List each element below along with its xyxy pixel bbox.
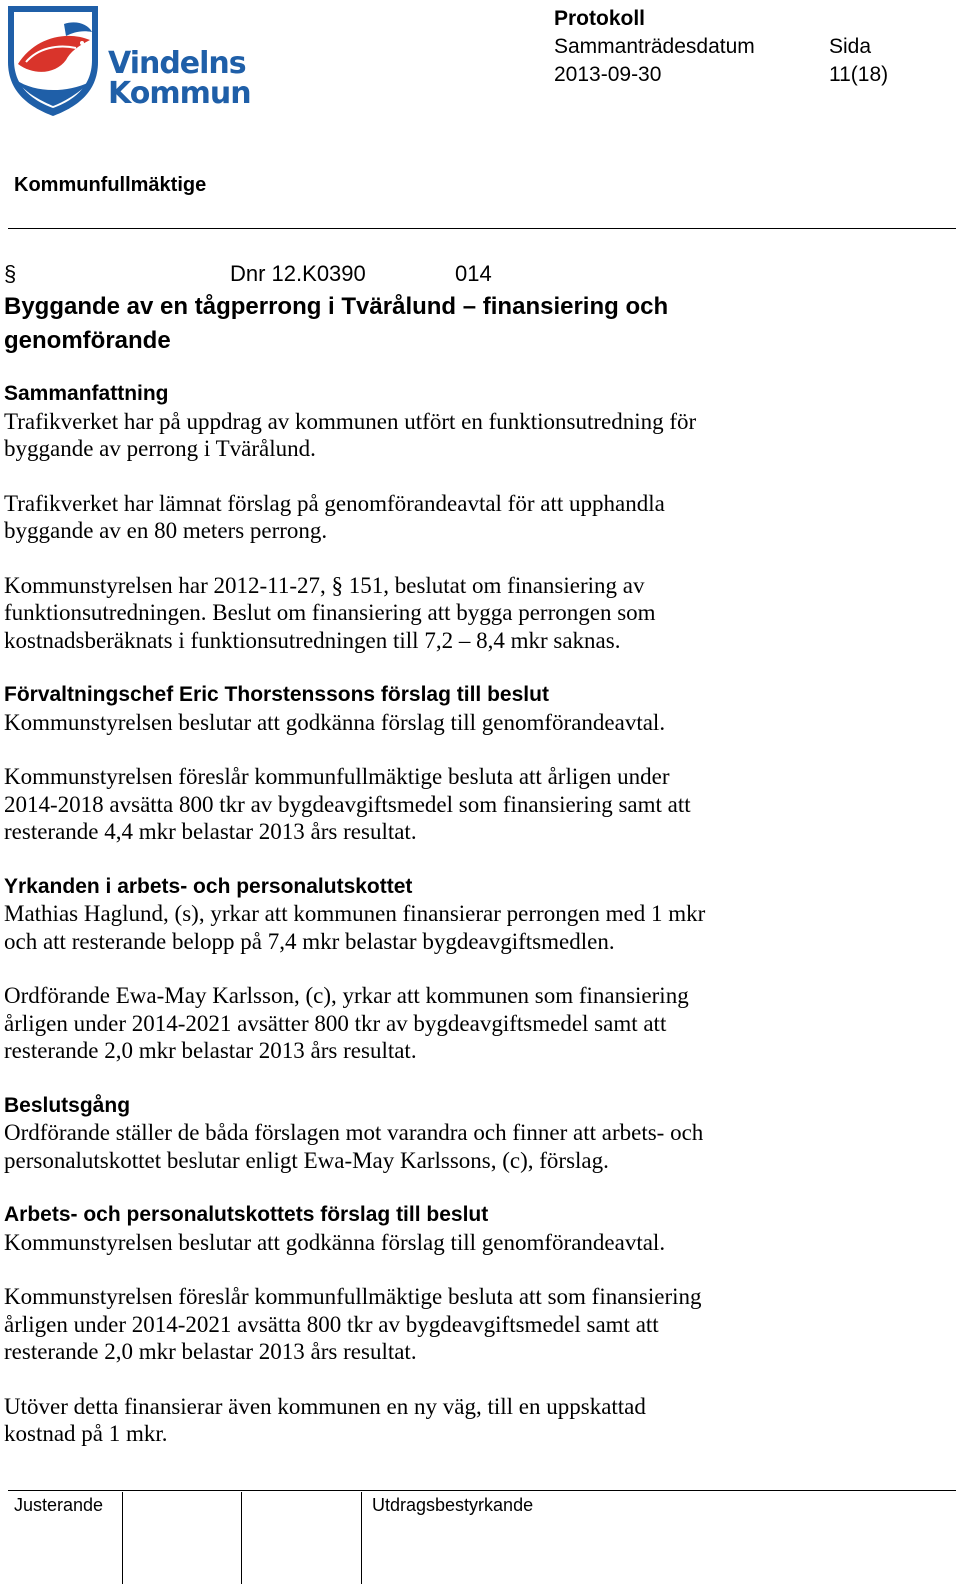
document-type: Protokoll	[554, 7, 646, 30]
signature-box-divider	[241, 1492, 242, 1584]
paragraph-line: Kommunstyrelsen föreslår kommunfullmäktige besluta att som finansiering	[4, 1284, 702, 1309]
meeting-date: 2013-09-30	[554, 63, 662, 86]
signature-footer	[0, 1490, 960, 1584]
paragraph-line: årligen under 2014-2021 avsätta 800 tkr av bygdeavgiftsmedel samt att	[4, 1311, 659, 1337]
heading-sammanfattning: Sammanfattning	[4, 382, 169, 405]
page-number: 11(18)	[829, 63, 889, 86]
section-number: 014	[455, 261, 492, 286]
municipality-logo	[4, 2, 251, 118]
paragraph-line: Kommunstyrelsen har 2012-11-27, § 151, beslutat om finansiering av	[4, 572, 645, 598]
header-divider	[8, 228, 956, 229]
paragraph-line: byggande av en 80 meters perrong.	[4, 518, 328, 543]
paragraph-line: funktionsutredningen. Beslut om finansiering att bygga perrongen som	[4, 600, 656, 625]
paragraph-line: Trafikverket har på uppdrag av kommunen utfört en funktionsutredning för	[4, 408, 697, 434]
paragraph-line: resterande 2,0 mkr belastar 2013 års resultat.	[4, 1339, 417, 1364]
signature-box-divider	[361, 1492, 362, 1584]
paragraph-line: kostnadsberäknats i funktionsutredningen till 7,2 – 8,4 mkr saknas.	[4, 627, 621, 653]
paragraph-line: Kommunstyrelsen beslutar att godkänna förslag till genomförandeavtal.	[4, 709, 666, 735]
section-title-line: genomförande	[4, 327, 171, 354]
paragraph-line: byggande av perrong i Tvärålund.	[4, 436, 316, 461]
paragraph-line: Trafikverket har lämnat förslag på genomförandeavtal för att upphandla	[4, 490, 665, 516]
paragraph-line: Ordförande Ewa-May Karlsson, (c), yrkar att kommunen som finansiering	[4, 983, 689, 1008]
heading-au-forslag: Arbets- och personalutskottets förslag till beslut	[4, 1203, 489, 1226]
footer-divider	[8, 1490, 956, 1491]
paragraph-line: och att resterande belopp på 7,4 mkr belastar bygdeavgiftsmedlen.	[4, 928, 615, 954]
paragraph-line: personalutskottet beslutar enligt Ewa-May Karlssons, (c), förslag.	[4, 1147, 609, 1173]
utdragsbestyrkande-label: Utdragsbestyrkande	[372, 1495, 534, 1515]
section-symbol: §	[4, 261, 17, 286]
minutes-content	[4, 258, 944, 1448]
page-label: Sida	[829, 35, 872, 58]
section-reference	[4, 258, 944, 290]
fish-emblem-icon	[4, 2, 104, 118]
paragraph-line: resterande 2,0 mkr belastar 2013 års resultat.	[4, 1038, 417, 1063]
paragraph-line: Ordförande ställer de båda förslagen mot varandra och finner att arbets- och	[4, 1120, 704, 1145]
logo-text-vindelns: Vindelns	[108, 46, 246, 81]
signature-box-divider	[122, 1492, 123, 1584]
paragraph-line: Utöver detta finansierar även kommunen en ny väg, till en uppskattad	[4, 1393, 646, 1419]
meeting-date-label: Sammanträdesdatum	[554, 35, 755, 58]
heading-beslutsgang: Beslutsgång	[4, 1093, 131, 1117]
heading-forvaltningschef-forslag: Förvaltningschef Eric Thorstenssons förslag till beslut	[4, 683, 549, 706]
section-title-line: Byggande av en tågperrong i Tvärålund – finansiering och	[4, 293, 669, 320]
paragraph-line: Kommunstyrelsen beslutar att godkänna förslag till genomförandeavtal.	[4, 1229, 666, 1255]
diary-number: Dnr 12.K0390	[230, 261, 366, 286]
committee-name: Kommunfullmäktige	[14, 174, 207, 196]
heading-yrkanden: Yrkanden i arbets- och personalutskottet	[4, 874, 413, 898]
paragraph-line: 2014-2018 avsätta 800 tkr av bygdeavgiftsmedel som finansiering samt att	[4, 791, 691, 817]
paragraph-line: Mathias Haglund, (s), yrkar att kommunen finansierar perrongen med 1 mkr	[4, 901, 706, 926]
paragraph-line: Kommunstyrelsen föreslår kommunfullmäktige besluta att årligen under	[4, 764, 670, 789]
justerande-label: Justerande	[14, 1495, 104, 1515]
paragraph-line: kostnad på 1 mkr.	[4, 1421, 168, 1446]
logo-text-kommun: Kommun	[108, 76, 251, 111]
paragraph-line: resterande 4,4 mkr belastar 2013 års resultat.	[4, 819, 417, 844]
paragraph-line: årligen under 2014-2021 avsätter 800 tkr av bygdeavgiftsmedel samt att	[4, 1010, 667, 1036]
